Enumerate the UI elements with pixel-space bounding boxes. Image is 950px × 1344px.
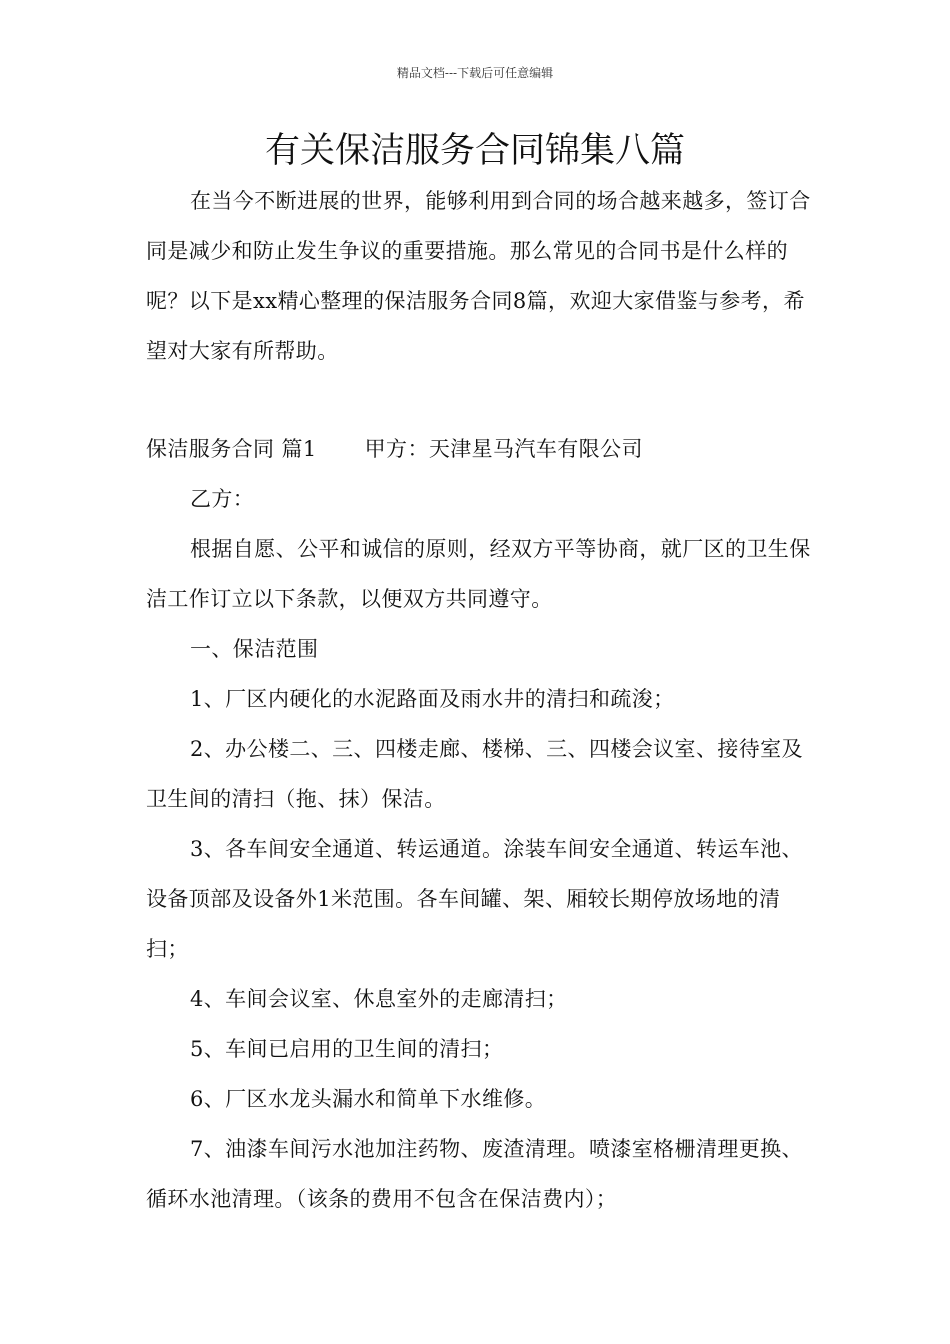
section-one-title: 一、保洁范围 bbox=[190, 637, 319, 661]
principle-paragraph: 根据自愿、公平和诚信的原则，经双方平等协商，就厂区的卫生保洁工作订立以下条款，以便双方共同遵守。 bbox=[146, 537, 811, 611]
scope-item-5: 5、车间已启用的卫生间的清扫； bbox=[190, 1037, 504, 1061]
scope-item-4: 4、车间会议室、休息室外的走廊清扫； bbox=[190, 987, 568, 1011]
scope-item-2: 2、办公楼二、三、四楼走廊、楼梯、三、四楼会议室、接待室及卫生间的清扫（拖、抹）保洁。 bbox=[146, 737, 803, 811]
scope-item-3: 3、各车间安全通道、转运通道。涂装车间安全通道、转运车池、设备顶部及设备外1米范围。各车间罐、架、厢较长期停放场地的清扫； bbox=[146, 837, 803, 961]
contract-section bbox=[146, 424, 811, 1224]
contract-heading-line bbox=[146, 424, 811, 474]
page-header-note: 精品文档---下载后可任意编辑 bbox=[396, 66, 554, 80]
contract-heading: 保洁服务合同 篇1 bbox=[146, 437, 317, 461]
intro-section bbox=[146, 176, 811, 376]
scope-item-7: 7、油漆车间污水池加注药物、废渣清理。喷漆室格栅清理更换、循环水池清理。（该条的费用不包含在保洁费内）； bbox=[146, 1137, 803, 1211]
party-b: 乙方： bbox=[190, 487, 255, 511]
party-a: 甲方：天津星马汽车有限公司 bbox=[364, 437, 643, 461]
document-title: 有关保洁服务合同锦集八篇 bbox=[264, 131, 685, 171]
intro-paragraph: 在当今不断进展的世界，能够利用到合同的场合越来越多，签订合同是减少和防止发生争议的重要措施。那么常见的合同书是什么样的呢？以下是xx精心整理的保洁服务合同8篇，欢迎大家借鉴与参考，希望对大家有所帮助。 bbox=[146, 189, 811, 363]
scope-item-6: 6、厂区水龙头漏水和简单下水维修。 bbox=[190, 1087, 547, 1111]
scope-item-1: 1、厂区内硬化的水泥路面及雨水井的清扫和疏浚； bbox=[190, 687, 675, 711]
